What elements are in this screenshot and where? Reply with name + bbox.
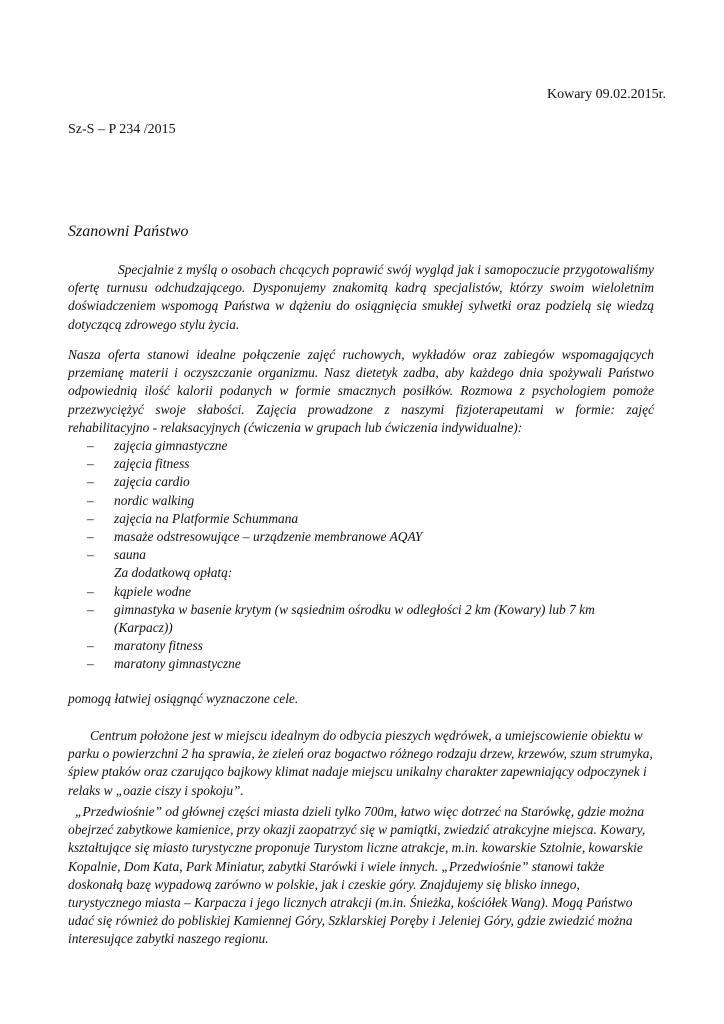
dash-bullet: – xyxy=(87,510,94,526)
dash-bullet: – xyxy=(87,474,94,490)
location-paragraph xyxy=(68,727,654,800)
offer-section xyxy=(68,346,654,674)
extra-activities-list xyxy=(68,583,654,674)
list-item: – zajęcia fitness xyxy=(68,455,654,473)
dash-bullet: – xyxy=(87,492,94,508)
dash-bullet: – xyxy=(87,656,94,672)
attractions-paragraph xyxy=(68,803,654,949)
list-item: – nordic walking xyxy=(68,492,654,510)
goals-sentence: pomogą łatwiej osiągnąć wyznaczone cele. xyxy=(68,691,299,706)
list-item: – zajęcia gimnastyczne xyxy=(68,437,654,455)
letter-date: Kowary 09.02.2015r. xyxy=(547,87,666,102)
list-item: – zajęcia na Platformie Schummana xyxy=(68,510,654,528)
list-item: – masaże odstresowujące – urządzenie membranowe AQAY xyxy=(68,528,654,546)
intro-paragraph xyxy=(68,261,654,334)
dash-bullet: – xyxy=(87,638,94,654)
reference-number: Sz-S – P 234 /2015 xyxy=(68,122,176,137)
dash-bullet: – xyxy=(87,601,94,617)
list-item: – zajęcia cardio xyxy=(68,473,654,491)
dash-bullet: – xyxy=(87,438,94,454)
dash-bullet: – xyxy=(87,583,94,599)
list-item: – gimnastyka w basenie krytym (w sąsiednim ośrodku w odległości 2 km (Kowary) lub 7 km (Karpacz)) xyxy=(87,601,595,636)
list-item: – maratony gimnastyczne xyxy=(68,655,654,673)
list-item: – sauna xyxy=(68,546,654,564)
dash-bullet: – xyxy=(87,547,94,563)
attractions-paragraph-text: „Przedwiośnie” od głównej części miasta dzieli tylko 700m, łatwo więc dotrzeć na Starówkę, gdzie można obejrzeć zabytkowe kamienice, przy okazji zaopatrzyć się w pamiątki, zwiedzić atrakcyjne miejsca. Kowary, kształtujące się miasto turystyczne proponuje Turystom liczne atrakcje, m.in. kowarskie Sztolnie, kowarskie Kopalnie, Dom Kata, Park Miniatur, zabytki Starówki i wiele innych. „Przedwiośnie” stanowi także doskonałą bazę wypadową zarówno w polskie, jak i czeskie góry. Znajdujemy się blisko innego, turystycznego miasta – Karpacza i jego licznych atrakcji (m.in. Śnieżka, kościółek Wang). Mogą Państwo udać się również do pobliskiej Kamiennej Góry, Szklarskiej Poręby i Jeleniej Góry, gdzie zwiedzić można interesujące zabytki naszego regionu. xyxy=(68,804,646,947)
dash-bullet: – xyxy=(87,456,94,472)
included-activities-list xyxy=(68,437,654,564)
greeting: Szanowni Państwo xyxy=(68,223,189,240)
location-paragraph-text: Centrum położone jest w miejscu idealnym do odbycia pieszych wędrówek, a umiejscowienie obiektu w parku o powierzchni 2 ha sprawia, że zieleń oraz bogactwo różnego rodzaju drzew, krzewów, szum strumyka, śpiew ptaków oraz czarująco bajkowy klimat nadaje miejscu unikalny charakter zapewniający odpoczynek i relaks w „oazie ciszy i spokoju”. xyxy=(68,728,653,798)
extra-fee-label: Za dodatkową opłatą: xyxy=(114,565,233,581)
dash-bullet: – xyxy=(87,529,94,545)
offer-paragraph: Nasza oferta stanowi idealne połączenie zajęć ruchowych, wykładów oraz zabiegów wspomagających przemianę materii i oczyszczanie organizmu. Nasz dietetyk zadba, aby każdego dnia spożywali Państwo odpowiednią ilość kalorii podanych w formie smacznych posiłków. Rozmowa z psychologiem pomoże przezwyciężyć swoje słabości. Zajęcia prowadzone z naszymi fizjoterapeutami w formie: zajęć rehabilitacyjno - relaksacyjnych (ćwiczenia w grupach lub ćwiczenia indywidualne): xyxy=(68,347,654,435)
list-item: – kąpiele wodne xyxy=(68,583,654,601)
intro-paragraph-text: Specjalnie z myślą o osobach chcących poprawić swój wygląd jak i samopoczucie przygotowaliśmy ofertę turnusu odchudzającego. Dysponujemy znakomitą kadrą specjalistów, którzy swoim wieloletnim doświadczeniem wspomogą Państwa w dążeniu do osiągnięcia smukłej sylwetki oraz podzielą się wiedzą dotyczącą zdrowego stylu życia. xyxy=(68,262,654,332)
list-item: – maratony fitness xyxy=(68,637,654,655)
